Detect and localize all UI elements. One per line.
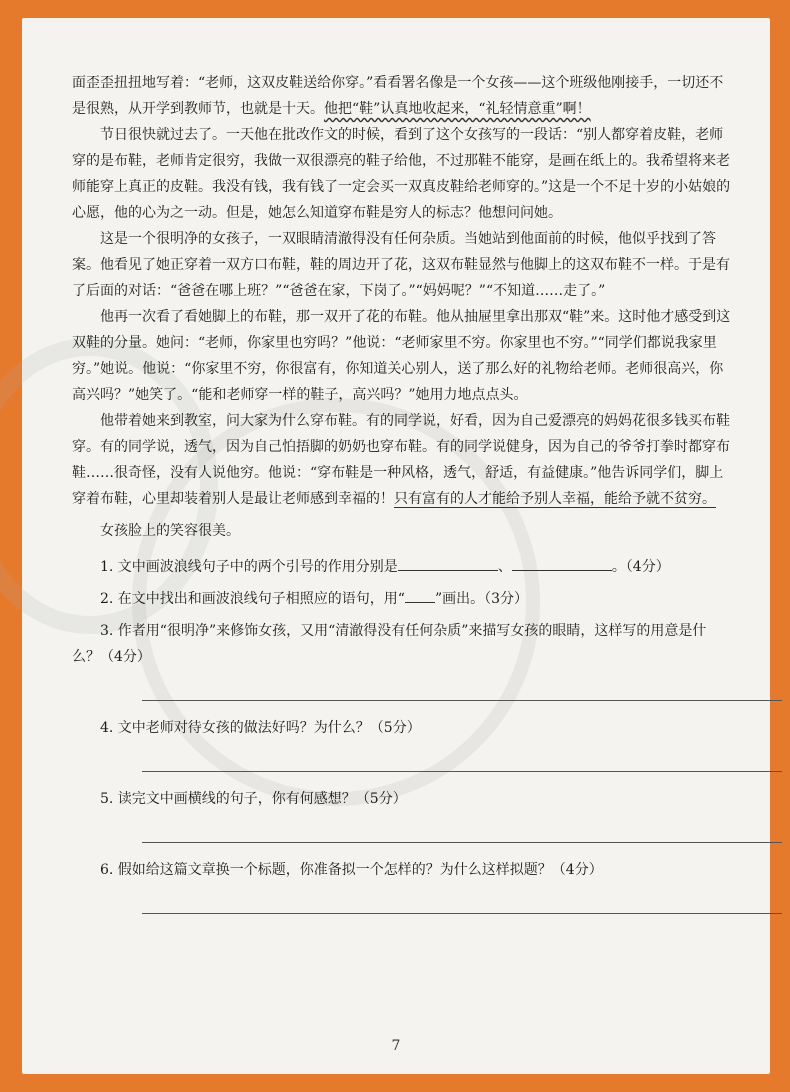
question-6: 6. 假如给这篇文章换一个标题，你准备拟一个怎样的？为什么这样拟题？（4分） [100, 862, 603, 878]
paragraph-1 [72, 70, 732, 122]
paragraph-2: 节日很快就过去了。一天他在批改作文的时候，看到了这个女孩写的一段话：“别人都穿着皮鞋，老师穿的是布鞋，老师肯定很穷，我做一双很漂亮的鞋子给他，不过那鞋不能穿，是画在纸上的。我希望将来老师能穿上真正的皮鞋。我没有钱，我有钱了一定会买一双真皮鞋给老师穿的。”这是一个不足十岁的小姑娘的心愿，他的心为之一动。但是，她怎么知道穿布鞋是穷人的标志？他想问问她。 [72, 127, 731, 221]
question-2: 2. 在文中找出和画波浪线句子相照应的语句，用“ ”画出。（3分） [72, 586, 732, 612]
wavy-sentence: 他把“鞋”认真地收起来，“礼轻情意重”啊！ [324, 101, 591, 117]
document-page [22, 18, 770, 1074]
paragraph-3: 这是一个很明净的女孩子，一双眼睛清澈得没有任何杂质。当她站到他面前的时候，他似乎找到了答案。他看见了她正穿着一双方口布鞋，鞋的周边开了花，这双布鞋显然与他脚上的这双布鞋不一样。于是有了后面的对话：“爸爸在哪上班？”“爸爸在家，下岗了。”“妈妈呢？”“不知道……走了。” [72, 231, 730, 299]
answer-line-5[interactable] [142, 820, 782, 843]
passage-content [72, 70, 732, 914]
paragraph-5-text: 他带着她来到教室，问大家为什么穿布鞋。有的同学说，好看，因为自己爱漂亮的妈妈花很多钱买布鞋穿。有的同学说，透气，因为自己怕捂脚的奶奶也穿布鞋。有的同学说健身，因为自己的爷爷打拳时都穿布鞋……很奇怪，没有人说他穷。他说：“穿布鞋是一种风格，透气，舒适，有益健康。”他告诉同学们，脚上穿着布鞋，心里却装着别人是最让老师感到幸福的！ [72, 413, 730, 507]
paragraph-4: 他再一次看了看她脚上的布鞋，那一双开了花的布鞋。他从抽屉里拿出那双“鞋”来。这时他才感受到这双鞋的分量。她问：“老师，你家里也穷吗？”他说：“老师家里不穷。你家里也不穷。”“同学们都说我家里穷。”她说。他说：“你家里不穷，你很富有，你知道关心别人，送了那么好的礼物给老师。老师很高兴，你高兴吗？”她笑了。“能和老师穿一样的鞋子，高兴吗？”她用力地点点头。 [72, 309, 731, 403]
paragraph-5 [72, 408, 732, 512]
question-1: 1. 文中画波浪线句子中的两个引号的作用分别是 、 。（4分） [72, 554, 732, 580]
underline-symbol [405, 588, 435, 603]
page-number: 7 [391, 1038, 401, 1054]
questions-section [72, 554, 732, 914]
answer-line-3[interactable] [142, 678, 782, 701]
answer-line-6[interactable] [142, 891, 782, 914]
paragraph-6: 女孩脸上的笑容很美。 [100, 523, 240, 539]
underlined-sentence: 只有富有的人才能给予别人幸福，能给予就不贫穷。 [394, 491, 716, 507]
answer-blank-1a[interactable] [398, 556, 498, 571]
question-4: 4. 文中老师对待女孩的做法好吗？为什么？（5分） [100, 720, 421, 736]
answer-line-4[interactable] [142, 749, 782, 772]
question-3: 3. 作者用“很明净”来修饰女孩，又用“清澈得没有任何杂质”来描写女孩的眼睛，这样写的用意是什么？（4分） [72, 623, 707, 665]
paragraph-1-text: 面歪歪扭扭地写着：“老师，这双皮鞋送给你穿。”看看署名像是一个女孩——这个班级他刚接手，一切还不是很熟，从开学到教师节，也就是十天。 [72, 75, 724, 117]
answer-blank-1b[interactable] [512, 556, 612, 571]
question-5: 5. 读完文中画横线的句子，你有何感想？（5分） [100, 791, 407, 807]
